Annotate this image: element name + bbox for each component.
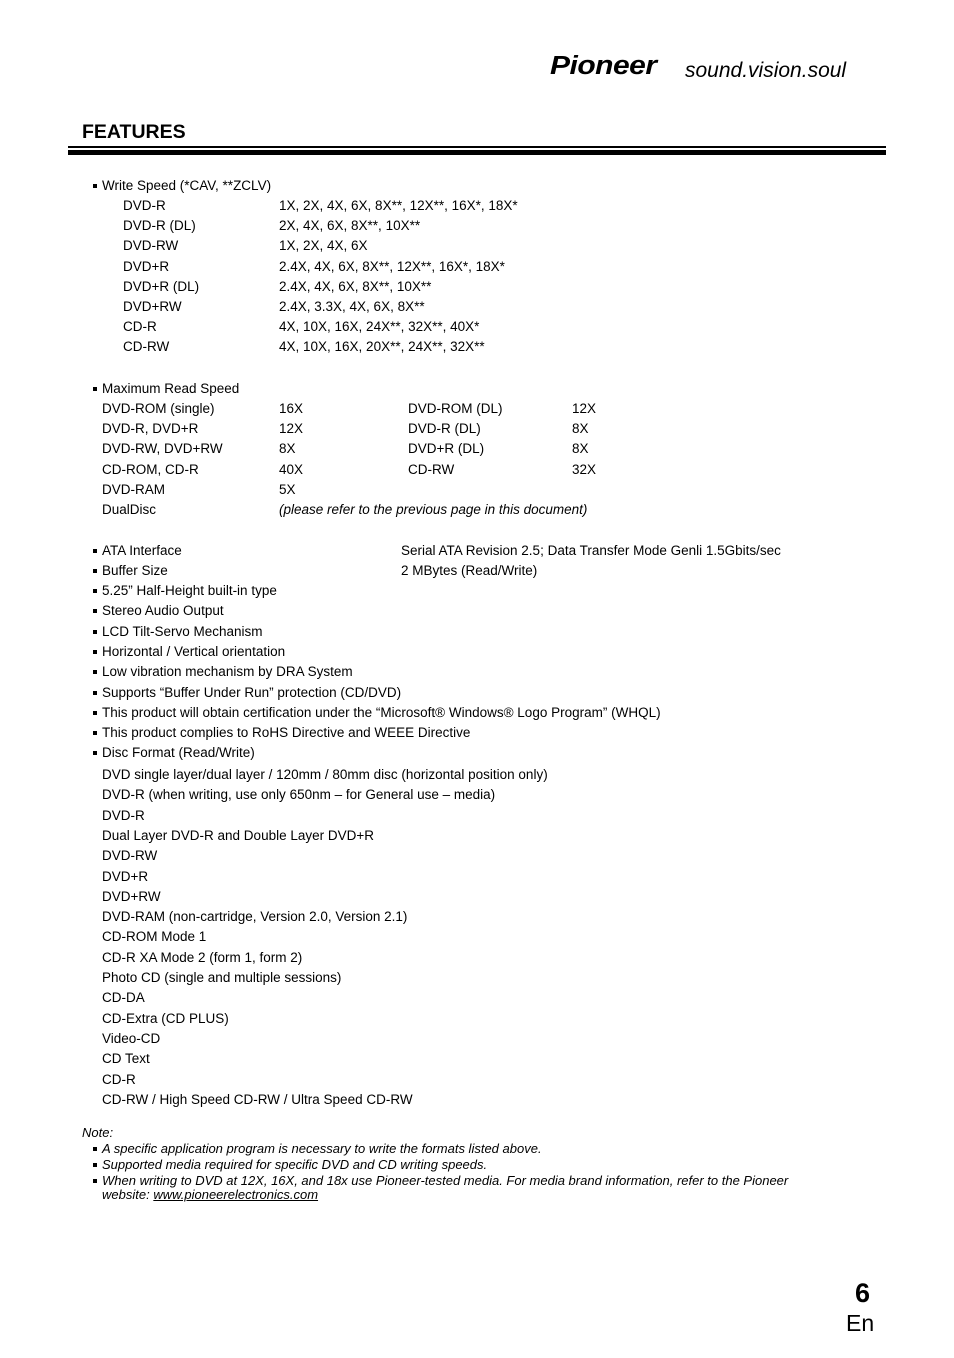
dualdisc-label: DualDisc [102, 502, 157, 517]
website-link[interactable]: www.pioneerelectronics.com [153, 1187, 319, 1202]
disc-format-item: Dual Layer DVD-R and Double Layer DVD+R [102, 827, 374, 843]
disc-format-item: CD-R [102, 1071, 136, 1087]
bullet-icon [93, 670, 97, 674]
spec-item: Disc Format (Read/Write) [102, 745, 255, 761]
pioneer-logo-text: Pioneer [550, 52, 657, 81]
bullet-icon [93, 731, 97, 735]
read-media-label: DVD+R (DL) [408, 441, 485, 457]
write-speed-value: 2.4X, 4X, 6X, 8X**, 12X**, 16X*, 18X* [279, 258, 505, 274]
read-speed-value: 12X [572, 401, 597, 416]
bullet-icon [93, 589, 97, 593]
read-speed-value: 32X [572, 461, 597, 477]
read-speed-value: 8X [572, 421, 589, 437]
disc-format-item: CD-R XA Mode 2 (form 1, form 2) [102, 949, 303, 965]
spec-item: Low vibration mechanism by DRA System [102, 664, 353, 680]
write-media-label: DVD-R (DL) [123, 218, 196, 234]
read-media-label: DVD-R, DVD+R [102, 421, 199, 437]
disc-format-item: DVD-R (when writing, use only 650nm – for General use – media) [102, 787, 496, 803]
disc-format-item: CD Text [102, 1051, 150, 1067]
write-media-label: DVD-R [123, 198, 166, 213]
read-speed-value: 16X [279, 401, 304, 416]
read-speed-value: 5X [279, 481, 296, 497]
read-media-label: DVD-RW, DVD+RW [102, 441, 223, 457]
buffer-label: Buffer Size [102, 563, 168, 578]
bullet-icon [93, 1179, 97, 1183]
note-website-prefix: website: [102, 1187, 154, 1202]
bullet-icon [93, 609, 97, 613]
spec-item: Supports “Buffer Under Run” protection (CD/DVD) [102, 684, 402, 700]
read-speed-title: Maximum Read Speed [102, 381, 240, 396]
bullet-icon [93, 1163, 97, 1167]
bullet-icon [93, 751, 97, 755]
write-speed-value: 2.4X, 4X, 6X, 8X**, 10X** [279, 278, 432, 294]
bullet-icon [93, 569, 97, 573]
disc-format-item: CD-Extra (CD PLUS) [102, 1010, 229, 1026]
title-rule-thick [68, 150, 886, 155]
note-item: When writing to DVD at 12X, 16X, and 18x use Pioneer-tested media. For media brand information, refer to the Pioneer [102, 1173, 789, 1188]
disc-format-item: DVD-R [102, 807, 145, 823]
write-media-label: CD-RW [123, 339, 170, 355]
note-item: A specific application program is necessary to write the formats listed above. [102, 1141, 542, 1156]
disc-format-item: DVD-RAM (non-cartridge, Version 2.0, Version 2.1) [102, 909, 408, 925]
write-media-label: DVD-RW [123, 238, 179, 254]
title-rule-thin [68, 146, 886, 148]
disc-format-item: DVD+RW [102, 888, 161, 904]
read-speed-value: 12X [279, 421, 304, 437]
bullet-icon [93, 650, 97, 654]
write-speed-value: 4X, 10X, 16X, 20X**, 24X**, 32X** [279, 339, 485, 355]
write-speed-value: 2X, 4X, 6X, 8X**, 10X** [279, 218, 421, 234]
section-title: FEATURES [82, 121, 186, 143]
spec-item: Stereo Audio Output [102, 603, 224, 619]
write-media-label: DVD+R (DL) [123, 278, 200, 294]
read-speed-value: 8X [279, 441, 296, 457]
disc-format-item: DVD single layer/dual layer / 120mm / 80mm disc (horizontal position only) [102, 767, 548, 782]
write-speed-title: Write Speed (*CAV, **ZCLV) [102, 178, 272, 193]
write-speed-value: 1X, 2X, 4X, 6X [279, 238, 368, 254]
spec-item: LCD Tilt-Servo Mechanism [102, 623, 263, 639]
read-media-label: DVD-RAM [102, 481, 165, 497]
bullet-icon [93, 711, 97, 715]
write-speed-value: 2.4X, 3.3X, 4X, 6X, 8X** [279, 299, 425, 314]
disc-format-item: CD-RW / High Speed CD-RW / Ultra Speed CD-RW [102, 1091, 413, 1107]
dualdisc-note: (please refer to the previous page in this document) [279, 502, 588, 517]
read-media-label: DVD-ROM (single) [102, 401, 215, 416]
disc-format-item: DVD-RW [102, 848, 158, 864]
read-media-label: CD-RW [408, 461, 455, 477]
spec-item: This product will obtain certification under the “Microsoft® Windows® Logo Program” (WHQL) [102, 704, 661, 720]
spec-item: 5.25” Half-Height built-in type [102, 583, 277, 598]
bullet-icon [93, 387, 97, 391]
read-media-label: DVD-R (DL) [408, 421, 481, 437]
bullet-icon [93, 184, 97, 188]
read-media-label: CD-ROM, CD-R [102, 461, 199, 477]
read-media-label: DVD-ROM (DL) [408, 401, 503, 416]
write-speed-value: 1X, 2X, 4X, 6X, 8X**, 12X**, 16X*, 18X* [279, 198, 518, 213]
page-number: 6 [855, 1278, 871, 1308]
disc-format-item: DVD+R [102, 868, 149, 884]
buffer-value: 2 MBytes (Read/Write) [401, 563, 538, 578]
write-media-label: DVD+RW [123, 299, 182, 314]
bullet-icon [93, 630, 97, 634]
disc-format-item: CD-DA [102, 990, 145, 1006]
bullet-icon [93, 1147, 97, 1151]
ata-value: Serial ATA Revision 2.5; Data Transfer Mode Genli 1.5Gbits/sec [401, 543, 781, 558]
read-speed-value: 40X [279, 461, 304, 477]
bullet-icon [93, 691, 97, 695]
note-item: Supported media required for specific DVD and CD writing speeds. [102, 1157, 488, 1172]
note-label: Note: [82, 1125, 114, 1140]
disc-format-item: Video-CD [102, 1030, 161, 1046]
write-media-label: DVD+R [123, 258, 170, 274]
read-speed-value: 8X [572, 441, 589, 457]
spec-item: Horizontal / Vertical orientation [102, 643, 286, 659]
language-code: En [846, 1310, 875, 1336]
write-speed-value: 4X, 10X, 16X, 24X**, 32X**, 40X* [279, 319, 480, 335]
brand-tagline: sound.vision.soul [685, 59, 847, 82]
disc-format-item: Photo CD (single and multiple sessions) [102, 970, 342, 985]
disc-format-item: CD-ROM Mode 1 [102, 929, 207, 945]
spec-item: This product complies to RoHS Directive and WEEE Directive [102, 725, 471, 741]
note-website-line [102, 1187, 318, 1202]
bullet-icon [93, 549, 97, 553]
write-media-label: CD-R [123, 319, 157, 335]
ata-label: ATA Interface [102, 543, 182, 558]
